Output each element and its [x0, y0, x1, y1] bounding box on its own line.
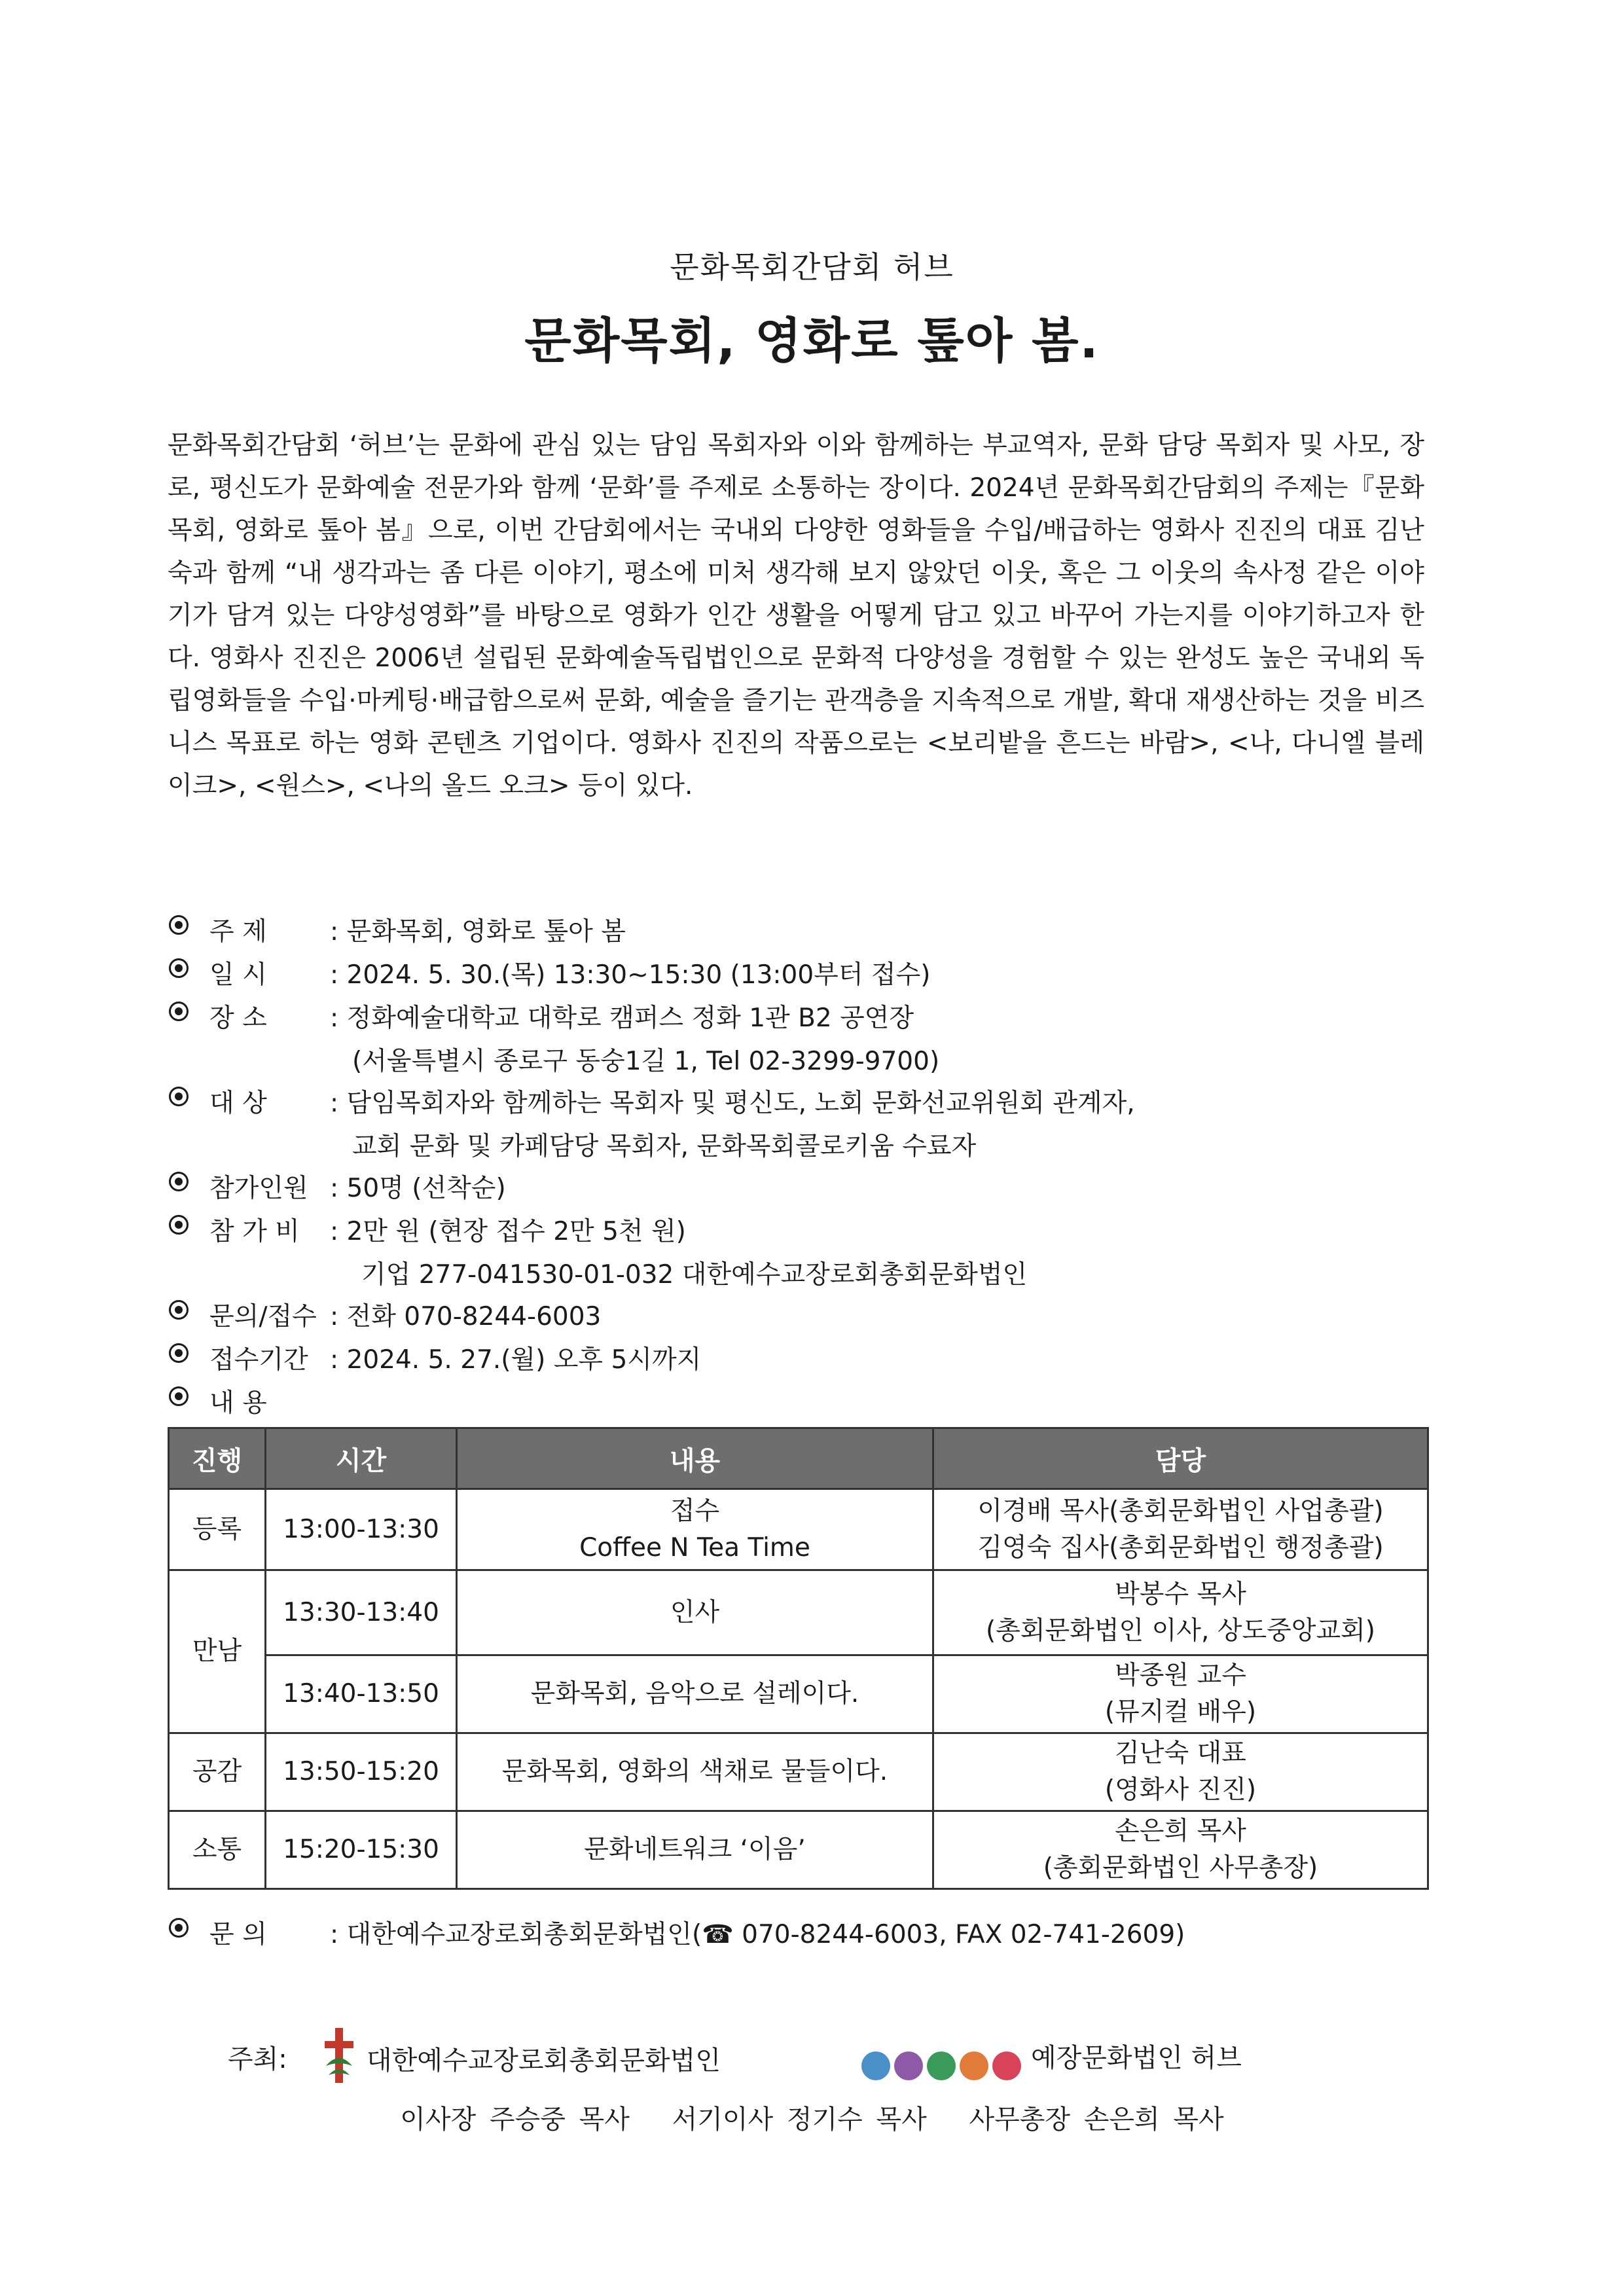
table-row: [169, 1570, 1428, 1655]
host-org-b: 예장문화법인 허브: [1031, 2043, 1242, 2073]
hub-circles-logo-icon: [859, 2032, 1026, 2083]
bullet-icon: [169, 1343, 189, 1363]
person-text: 박종원 교수: [1115, 1661, 1246, 1690]
event-subtitle: 문화목회간담회 허브: [670, 249, 954, 285]
content-cell: 인사: [457, 1570, 933, 1655]
person-text-line2: (총회문화법인 사무총장): [1043, 1853, 1318, 1883]
host-org-a: 대한예수교장로회총회문화법인: [367, 2046, 721, 2076]
person-text-line2: (뮤지컬 배우): [1104, 1697, 1257, 1727]
info-value: : 문화목회, 영화로 톺아 봄: [330, 917, 626, 947]
contact-label: 문 의: [209, 1920, 267, 1949]
time-cell: 15:20-15:30: [266, 1811, 457, 1889]
content-text: 접수: [670, 1496, 720, 1526]
person-text: 이경배 목사(총회문화법인 사업총괄): [977, 1496, 1384, 1526]
contact-value: : 대한예수교장로회총회문화법인(☎ 070-8244-6003, FAX 02-741-2609): [330, 1920, 1185, 1949]
bullet-icon: [169, 1215, 189, 1235]
bullet-icon: [169, 958, 189, 978]
info-label: 장 소: [209, 1003, 267, 1033]
person-cell: [933, 1811, 1428, 1889]
content-cell: 문화네트워크 ‘이음’: [457, 1811, 933, 1889]
stage-cell: 소통: [169, 1811, 266, 1889]
content-cell: [457, 1489, 933, 1570]
person-cell: [933, 1733, 1428, 1811]
info-value-line2: (서울특별시 종로구 동숭1길 1, Tel 02-3299-9700): [352, 1047, 940, 1076]
person-text: 손은희 목사: [1115, 1816, 1246, 1846]
officer-general-secretary: 사무총장 손은희 목사: [969, 2105, 1224, 2135]
bullet-icon: [169, 1918, 189, 1938]
time-cell: 13:50-15:20: [266, 1733, 457, 1811]
person-text: 박봉수 목사: [1115, 1579, 1246, 1609]
person-text-line2: 김영숙 집사(총회문화법인 행정총괄): [977, 1532, 1384, 1563]
bullet-icon: [169, 1002, 189, 1021]
info-value: : 담임목회자와 함께하는 목회자 및 평신도, 노회 문화선교위원회 관계자,: [330, 1089, 1135, 1118]
table-row: [169, 1733, 1428, 1811]
info-label: 일 시: [209, 960, 267, 990]
person-cell: [933, 1489, 1428, 1570]
person-text: 김난숙 대표: [1115, 1739, 1246, 1768]
info-label: 접수기간: [209, 1345, 308, 1375]
stage-cell: 만남: [169, 1570, 266, 1733]
column-header: 시간: [266, 1428, 457, 1489]
officer-chairman: 이사장 주승중 목사: [400, 2105, 630, 2135]
info-value: : 전화 070-8244-6003: [330, 1302, 602, 1331]
info-value-line2: 기업 277-041530-01-032 대한예수교장로회총회문화법인: [361, 1260, 1028, 1290]
table-row: [169, 1489, 1428, 1570]
bullet-icon: [169, 915, 189, 935]
stage-cell: 공감: [169, 1733, 266, 1811]
schedule-table: [168, 1427, 1429, 1890]
column-header: 내용: [457, 1428, 933, 1489]
info-value: : 2024. 5. 30.(목) 13:30~15:30 (13:00부터 접수): [330, 960, 931, 990]
bullet-icon: [169, 1087, 189, 1106]
person-cell: [933, 1655, 1428, 1733]
time-cell: 13:40-13:50: [266, 1655, 457, 1733]
info-label: 참가인원: [209, 1174, 308, 1203]
table-row: [169, 1655, 1428, 1733]
info-label: 참 가 비: [209, 1217, 300, 1246]
column-header: 담당: [933, 1428, 1428, 1489]
host-section: [0, 2027, 1624, 2158]
time-cell: 13:00-13:30: [266, 1489, 457, 1570]
table-header-row: [169, 1428, 1428, 1489]
info-value: : 정화예술대학교 대학로 캠퍼스 정화 1관 B2 공연장: [330, 1003, 914, 1033]
table-row: [169, 1811, 1428, 1889]
info-label: 문의/접수: [209, 1302, 317, 1331]
content-cell: 문화목회, 영화의 색채로 물들이다.: [457, 1733, 933, 1811]
info-value: : 50명 (선착순): [330, 1174, 506, 1203]
officer-secretary: 서기이사 정기수 목사: [672, 2105, 927, 2135]
info-label: 내 용: [209, 1388, 267, 1418]
person-text-line2: (총회문화법인 이사, 상도중앙교회): [985, 1616, 1376, 1646]
person-cell: [933, 1570, 1428, 1655]
cross-logo-icon: [321, 2027, 357, 2084]
info-label: 주 제: [209, 917, 267, 947]
stage-cell: 등록: [169, 1489, 266, 1570]
info-label: 대 상: [209, 1089, 267, 1118]
intro-paragraph: 문화목회간담회 ‘허브’는 문화에 관심 있는 담임 목회자와 이와 함께하는 부교역자, 문화 담당 목회자 및 사모, 장로, 평신도가 문화예술 전문가와 함께 ‘문화’를 주제로 소통하는 장이다. 2024년 문화목회간담회의 주제는『문화목회, 영화로 톺아 봄』으로, 이번 간담회에서는 국내외 다양한 영화들을 수입/배급하는 영화사 진진의 대표 김난숙과 함께 “내 생각과는 좀 다른 이야기, 평소에 미처 생각해 보지 않았던 이웃, 혹은 그 이웃의 속사정 같은 이야기가 담겨 있는 다양성영화”를 바탕으로 영화가 인간 생활을 어떻게 담고 있고 바꾸어 가는지를 이야기하고자 한다. 영화사 진진은 2006년 설립된 문화예술독립법인으로 문화적 다양성을 경험할 수 있는 완성도 높은 국내외 독립영화들을 수입·마케팅·배급함으로써 문화, 예술을 즐기는 관객층을 지속적으로 개발, 확대 재생산하는 것을 비즈니스 목표로 하는 영화 콘텐츠 기업이다. 영화사 진진의 작품으로는 <보리밭을 흔드는 바람>, <나, 다니엘 블레이크>, <원스>, <나의 올드 오크> 등이 있다.: [168, 431, 1424, 801]
content-cell: 문화목회, 음악으로 설레이다.: [457, 1655, 933, 1733]
info-value: : 2024. 5. 27.(월) 오후 5시까지: [330, 1345, 702, 1375]
host-label: 주최:: [228, 2044, 287, 2074]
column-header: 진행: [169, 1428, 266, 1489]
event-title: 문화목회, 영화로 톺아 봄.: [524, 313, 1100, 369]
time-cell: 13:30-13:40: [266, 1570, 457, 1655]
info-value-line2: 교회 문화 및 카페담당 목회자, 문화목회콜로키움 수료자: [352, 1132, 977, 1161]
bullet-icon: [169, 1300, 189, 1320]
bullet-icon: [169, 1386, 189, 1406]
officers-line: [0, 2099, 1624, 2136]
info-value: : 2만 원 (현장 접수 2만 5천 원): [330, 1217, 686, 1246]
content-text-line2: Coffee N Tea Time: [579, 1532, 810, 1563]
bullet-icon: [169, 1172, 189, 1191]
person-text-line2: (영화사 진진): [1104, 1775, 1257, 1805]
